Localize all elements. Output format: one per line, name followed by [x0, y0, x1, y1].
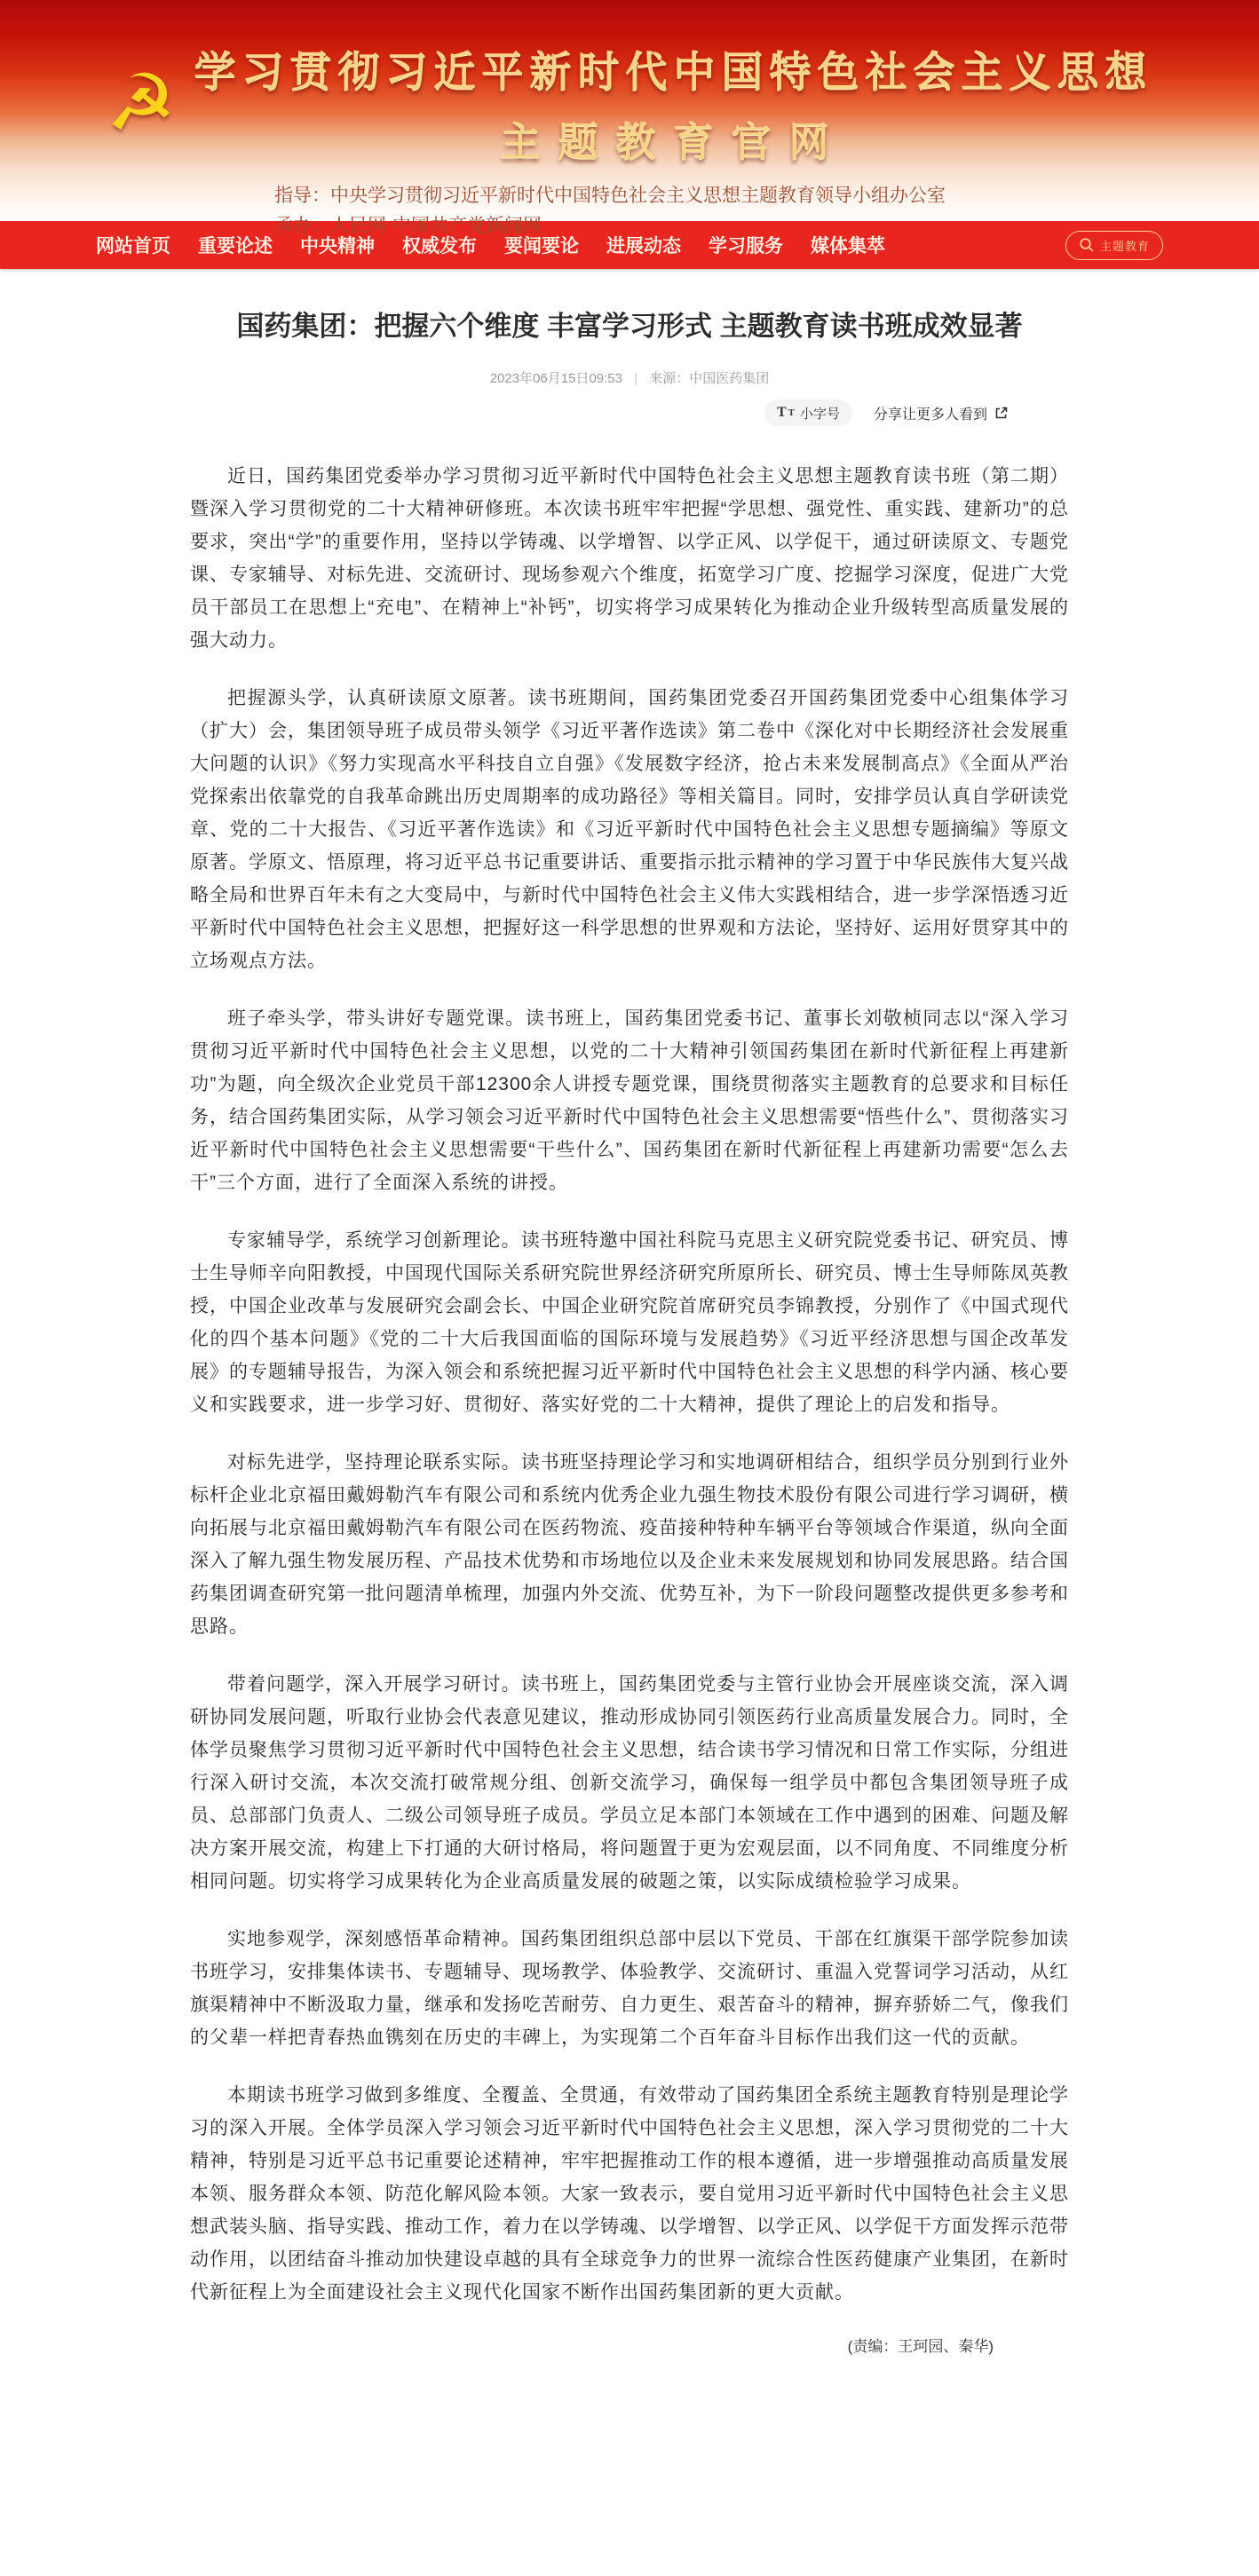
paragraph-8: 本期读书班学习做到多维度、全覆盖、全贯通，有效带动了国药集团全系统主题教育特别是理论学习的深入开展。全体学员深入学习领会习近平新时代中国特色社会主义思想，深入学习贯彻党的二十大精神，特别是习近平总书记重要论述精神，牢牢把握推动工作的根本遵循，进一步增强推动高质量发展本领、服务群众本领、防范化解风险本领。大家一致表示，要自觉用习近平新时代中国特色社会主义思想武装头脑、指导实践、推动工作，着力在以学铸魂、以学增智、以学正风、以学促干方面发挥示范带动作用，以团结奋斗推动加快建设卓越的具有全球竞争力的世界一流综合性医药健康产业集团，在新时代新征程上为全面建设社会主义现代化国家不断作出国药集团新的更大贡献。	[190, 2085, 1069, 2303]
nav-item-authoritative-release[interactable]: 权威发布	[402, 236, 477, 257]
paragraph-1: 近日，国药集团党委举办学习贯彻习近平新时代中国特色社会主义思想主题教育读书班（第二期）暨深入学习贯彻党的二十大精神研修班。本次读书班牢牢把握“学思想、强党性、重实践、建新功”的总要求，突出“学”的重要作用，坚持以学铸魂、以学增智、以学正风、以学促干，通过研读原文、专题党课、专家辅导、对标先进、交流研讨、现场参观六个维度，拓宽学习广度、挖掘学习深度，促进广大党员干部员工在思想上“充电”、在精神上“补钙”，切实将学习成果转化为推动企业升级转型高质量发展的强大动力。	[190, 466, 1069, 651]
paragraph-7: 实地参观学，深刻感悟革命精神。国药集团组织总部中层以下党员、干部在红旗渠干部学院参加读书班学习，安排集体读书、专题辅导、现场教学、体验教学、交流研讨、重温入党誓词学习活动，从红旗渠精神中不断汲取力量，继承和发扬吃苦耐劳、自力更生、艰苦奋斗的精神，摒弃骄娇二气，像我们的父辈一样把青春热血镌刻在历史的丰碑上，为实现第二个百年奋斗目标作出我们这一代的贡献。	[190, 1929, 1069, 2048]
search-button[interactable]	[1065, 231, 1163, 260]
article-toolbar	[190, 399, 1069, 426]
share-icon	[994, 406, 1009, 421]
font-size-label: 小字号	[799, 406, 840, 422]
source-label: 来源：	[649, 371, 690, 386]
font-size-icon-small: T	[788, 407, 795, 418]
guidance-line: 指导：中央学习贯彻习近平新时代中国特色社会主义思想主题教育领导小组办公室	[274, 186, 946, 206]
paragraph-3: 班子牵头学，带头讲好专题党课。读书班上，国药集团党委书记、董事长刘敬桢同志以“深入学习贯彻习近平新时代中国特色社会主义思想，以党的二十大精神引领国药集团在新时代新征程上再建新功”为题，向全级次企业党员干部12300余人讲授专题党课，围绕贯彻落实主题教育的总要求和目标任务，结合国药集团实际，从学习领会习近平新时代中国特色社会主义思想需要“悟些什么”、贯彻落实习近平新时代中国特色社会主义思想需要“干些什么”、国药集团在新时代新征程上再建新功需要“怎么去干”三个方面，进行了全面深入系统的讲授。	[190, 1008, 1069, 1193]
font-size-button[interactable]	[764, 399, 852, 426]
nav-item-progress-updates[interactable]: 进展动态	[606, 236, 681, 257]
site-title	[194, 39, 1152, 167]
article-source-link[interactable]: 中国医药集团	[689, 371, 770, 386]
article	[190, 269, 1069, 2356]
nav-item-key-news[interactable]: 要闻要论	[504, 236, 579, 257]
article-body	[190, 460, 1069, 2309]
article-meta	[190, 368, 1069, 387]
site-banner	[0, 0, 1259, 236]
nav-item-media-collection[interactable]: 媒体集萃	[811, 236, 885, 257]
party-emblem-icon: ☭	[106, 59, 177, 146]
paragraph-2: 把握源头学，认真研读原文原著。读书班期间，国药集团党委召开国药集团党委中心组集体学习（扩大）会，集团领导班子成员带头领学《习近平著作选读》第二卷中《深化对中长期经济社会发展重大问题的认识》《努力实现高水平科技自立自强》《发展数字经济，抢占未来发展制高点》《全面从严治党探索出依靠党的自我革命跳出历史周期率的成功路径》等相关篇目。同时，安排学员认真自学研读党章、党的二十大报告、《习近平著作选读》和《习近平新时代中国特色社会主义思想专题摘编》等原文原著。学原文、悟原理，将习近平总书记重要讲话、重要指示批示精神的学习置于中华民族伟大复兴战略全局和世界百年未有之大变局中，与新时代中国特色社会主义伟大实践相结合，进一步学深悟透习近平新时代中国特色社会主义思想，把握好这一科学思想的世界观和方法论，坚持好、运用好贯穿其中的立场观点方法。	[190, 688, 1069, 971]
meta-separator: |	[634, 371, 638, 386]
share-link[interactable]	[874, 403, 1009, 423]
main-nav	[0, 221, 1259, 269]
site-title-line2: 主题教育官网	[500, 119, 847, 164]
paragraph-6: 带着问题学，深入开展学习研讨。读书班上，国药集团党委与主管行业协会开展座谈交流，深入调研协同发展问题，听取行业协会代表意见建议，推动形成协同引领医药行业高质量发展合力。同时，全体学员聚焦学习贯彻习近平新时代中国特色社会主义思想，结合读书学习情况和日常工作实际，分组进行深入研讨交流，本次交流打破常规分组、创新交流学习，确保每一组学员中都包含集团领导班子成员、总部部门负责人、二级公司领导班子成员。学员立足本部门本领域在工作中遇到的困难、问题及解决方案开展交流，构建上下打通的大研讨格局，将问题置于更为宏观层面，以不同角度、不同维度分析相同问题。切实将学习成果转化为企业高质量发展的破题之策，以实际成绩检验学习成果。	[190, 1674, 1069, 1892]
publish-date: 2023年06月15日09:53	[489, 371, 622, 386]
search-icon	[1079, 237, 1095, 253]
banner-title-row	[0, 39, 1259, 167]
nav-item-important-discourse[interactable]: 重要论述	[198, 236, 273, 257]
site-title-line1: 学习贯彻习近平新时代中国特色社会主义思想	[194, 48, 1153, 95]
organizer-line: 承办：人民网·中国共产党新闻网	[274, 216, 542, 236]
paragraph-4: 专家辅导学，系统学习创新理论。读书班特邀中国社科院马克思主义研究院党委书记、研究员、博士生导师辛向阳教授，中国现代国际关系研究院世界经济研究所原所长、研究员、博士生导师陈凤英教授，中国企业改革与发展研究会副会长、中国企业研究院首席研究员李锦教授，分别作了《中国式现代化的四个基本问题》《党的二十大后我国面临的国际环境与发展趋势》《习近平经济思想与国企改革发展》的专题辅导报告，为深入领会和系统把握习近平新时代中国特色社会主义思想的科学内涵、核心要义和实践要求，进一步学习好、贯彻好、落实好党的二十大精神，提供了理论上的启发和指导。	[190, 1230, 1069, 1415]
font-size-icon: T	[776, 405, 787, 420]
search-button-label: 主题教育	[1099, 239, 1150, 253]
nav-item-central-spirit[interactable]: 中央精神	[300, 236, 375, 257]
nav-item-study-service[interactable]: 学习服务	[709, 236, 783, 257]
share-label: 分享让更多人看到	[873, 407, 987, 423]
paragraph-5: 对标先进学，坚持理论联系实际。读书班坚持理论学习和实地调研相结合，组织学员分别到行业外标杆企业北京福田戴姆勒汽车有限公司和系统内优秀企业九强生物技术股份有限公司进行学习调研，横向拓展与北京福田戴姆勒汽车有限公司在医药物流、疫苗接种特种车辆平台等领域合作渠道，纵向全面深入了解九强生物发展历程、产品技术优势和市场地位以及企业未来发展规划和协同发展思路。结合国药集团调查研究第一批问题清单梳理，加强内外交流、优势互补，为下一阶段问题整改提供更多参考和思路。	[190, 1452, 1069, 1637]
nav-item-homepage[interactable]: 网站首页	[96, 236, 170, 257]
article-title: 国药集团：把握六个维度 丰富学习形式 主题教育读书班成效显著	[236, 311, 1023, 342]
editors-line: (责编：王珂园、秦华)	[847, 2338, 994, 2355]
